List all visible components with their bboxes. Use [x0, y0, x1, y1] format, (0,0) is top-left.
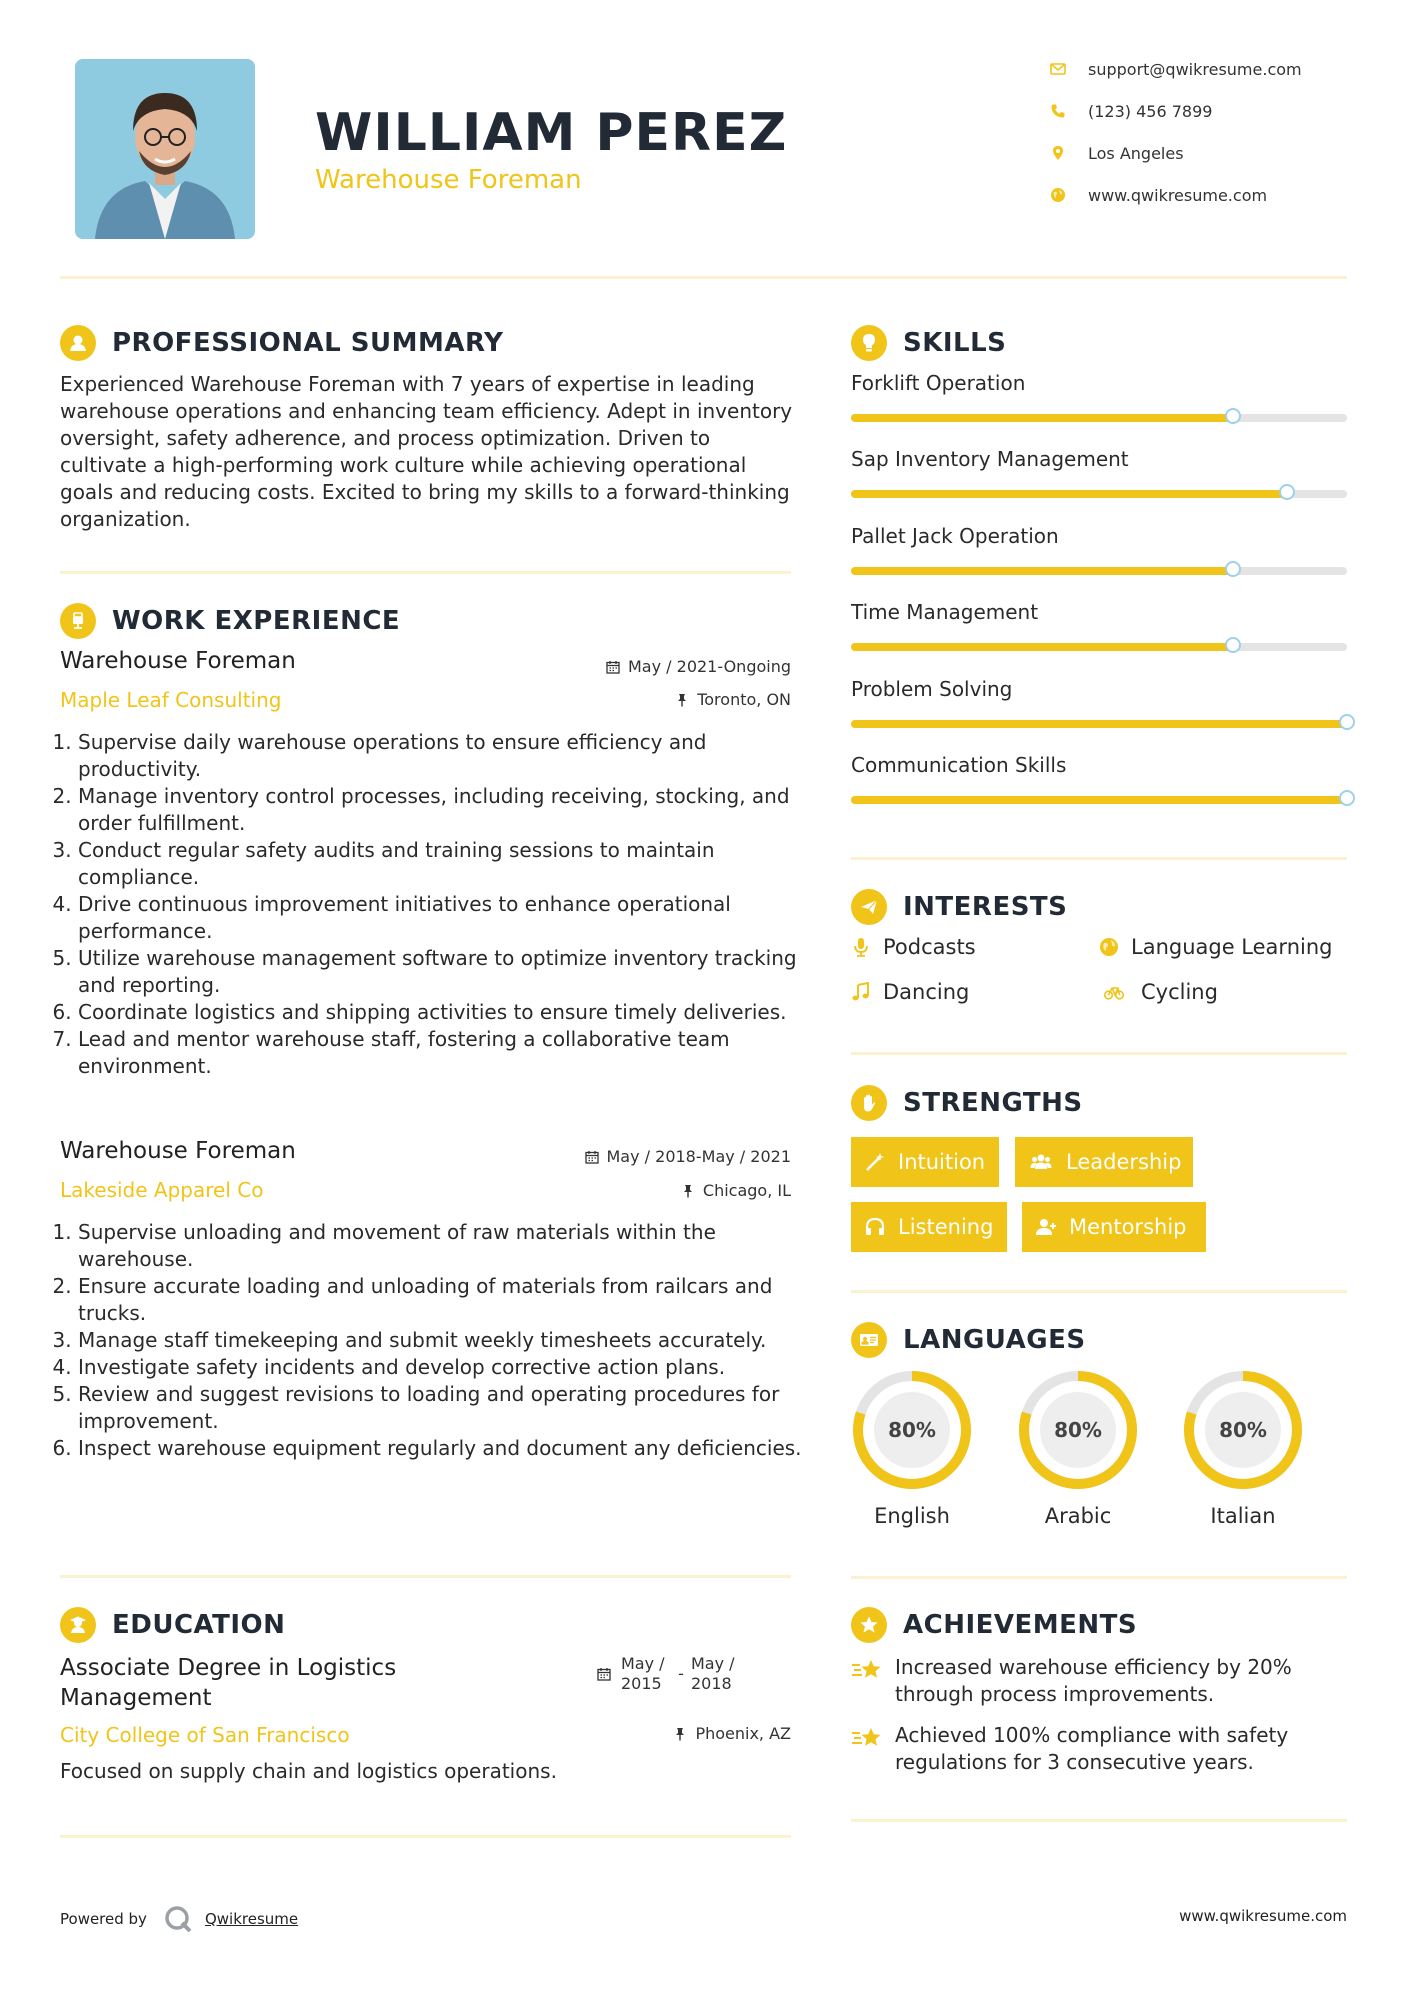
powered-by — [60, 1904, 298, 1934]
duty-item: 6. Coordinate logistics and shipping activities to ensure timely deliveries. — [78, 999, 803, 1026]
user-icon — [60, 325, 96, 361]
duty-item: 2. Ensure accurate loading and unloading of materials from railcars and trucks. — [78, 1273, 803, 1327]
contact-email[interactable] — [1050, 56, 1302, 82]
language-ring — [1017, 1369, 1139, 1491]
summary-title: PROFESSIONAL SUMMARY — [112, 328, 504, 358]
shooting-star-icon — [851, 1656, 885, 1686]
duty-item: 4. Drive continuous improvement initiatives to enhance operational performance. — [78, 891, 803, 945]
duty-item: 4. Investigate safety incidents and develop corrective action plans. — [78, 1354, 803, 1381]
languages-divider — [851, 1576, 1347, 1579]
strength-tag — [851, 1137, 999, 1187]
achievement-text: Increased warehouse efficiency by 20% through process improvements. — [895, 1655, 1292, 1706]
star-icon — [851, 1607, 887, 1643]
interests-heading — [851, 889, 1067, 925]
job-duties — [60, 729, 803, 1080]
globe-icon — [1099, 937, 1119, 957]
contact-phone-text: (123) 456 7899 — [1088, 101, 1213, 121]
language-name: Italian — [1210, 1504, 1276, 1528]
strengths-divider — [851, 1290, 1347, 1293]
strength-label: Mentorship — [1069, 1215, 1187, 1239]
skill-label: Forklift Operation — [851, 371, 1026, 395]
job-date — [585, 1147, 792, 1166]
phone-icon — [1050, 103, 1066, 119]
skills-title: SKILLS — [903, 328, 1007, 358]
bicycle-icon — [1099, 982, 1129, 1002]
achievement-item — [851, 1722, 1315, 1776]
education-heading — [60, 1607, 285, 1643]
language-percent: 80% — [888, 1418, 936, 1442]
interest-item — [851, 980, 969, 1004]
music-icon — [851, 982, 871, 1002]
skill-level-knob — [1225, 561, 1241, 577]
skill-level-knob — [1279, 484, 1295, 500]
skill-level-knob — [1339, 790, 1355, 806]
duty-item: 7. Lead and mentor warehouse staff, fostering a collaborative team environment. — [78, 1026, 803, 1080]
thumbtack-icon — [675, 693, 689, 707]
interest-label: Language Learning — [1131, 935, 1333, 959]
users-icon — [1028, 1151, 1054, 1173]
achievement-item — [851, 1654, 1315, 1708]
headphones-icon — [864, 1216, 886, 1238]
skill-bar — [851, 490, 1347, 498]
duty-item: 1. Supervise unloading and movement of raw materials within the warehouse. — [78, 1219, 803, 1273]
skills-heading — [851, 325, 1006, 361]
languages-title: LANGUAGES — [903, 1325, 1086, 1355]
interests-title: INTERESTS — [903, 892, 1068, 922]
skill-bar-fill — [851, 643, 1233, 651]
footer-url[interactable]: www.qwikresume.com — [1179, 1907, 1347, 1925]
powered-by-label: Powered by — [60, 1910, 147, 1928]
language-percent: 80% — [1219, 1418, 1267, 1442]
strengths-title: STRENGTHS — [903, 1088, 1083, 1118]
skill-bar-fill — [851, 490, 1287, 498]
job-location — [681, 1181, 791, 1200]
interest-item — [1099, 935, 1332, 959]
job-date — [606, 657, 791, 676]
skill-bar-fill — [851, 567, 1233, 575]
paper-plane-icon — [851, 889, 887, 925]
skill-label: Problem Solving — [851, 677, 1013, 701]
graduate-icon — [60, 1607, 96, 1643]
calendar-icon — [597, 1667, 611, 1681]
profile-photo — [75, 59, 255, 239]
hand-icon — [851, 1085, 887, 1121]
skill-label: Communication Skills — [851, 753, 1067, 777]
experience-divider — [60, 1575, 791, 1578]
achievements-title: ACHIEVEMENTS — [903, 1610, 1138, 1640]
interest-label: Cycling — [1141, 980, 1218, 1004]
experience-title: WORK EXPERIENCE — [112, 606, 401, 636]
summary-text: Experienced Warehouse Foreman with 7 years of expertise in leading warehouse operations and enhancing team efficiency. Adept in inventory oversight, safety adherence, and process optimization. Driven to cultivate a high-performing work culture while achieving operational goals and reducing costs. Excited to bring my skills to a forward-thinking organization. — [60, 372, 793, 531]
job-date-text: May / 2018-May / 2021 — [606, 1147, 791, 1166]
language-ring — [851, 1369, 973, 1491]
magic-wand-icon — [864, 1151, 886, 1173]
skill-bar — [851, 414, 1347, 422]
education-divider — [60, 1835, 791, 1838]
language-percent: 80% — [1054, 1418, 1102, 1442]
candidate-name: WILLIAM PEREZ — [315, 103, 788, 163]
duty-item: 5. Utilize warehouse management software to optimize inventory tracking and reporting. — [78, 945, 803, 999]
skill-bar — [851, 643, 1347, 651]
duty-item: 6. Inspect warehouse equipment regularly and document any deficiencies. — [78, 1435, 803, 1462]
shooting-star-icon — [851, 1724, 885, 1754]
education-dates — [597, 1654, 741, 1694]
duty-item: 5. Review and suggest revisions to loading and operating procedures for improvement. — [78, 1381, 803, 1435]
education-title: EDUCATION — [112, 1610, 286, 1640]
duty-item: 3. Manage staff timekeeping and submit weekly timesheets accurately. — [78, 1327, 803, 1354]
education-location — [673, 1724, 791, 1743]
skill-label: Sap Inventory Management — [851, 447, 1129, 471]
microphone-icon — [851, 937, 871, 957]
achievements-heading — [851, 1607, 1137, 1643]
skill-bar — [851, 796, 1347, 804]
interest-item — [1099, 980, 1218, 1004]
thumbtack-icon — [673, 1727, 687, 1741]
achievement-text: Achieved 100% compliance with safety regulations for 3 consecutive years. — [895, 1723, 1289, 1774]
job-company: Maple Leaf Consulting — [60, 688, 282, 712]
briefcase-icon — [60, 603, 96, 639]
contact-location — [1050, 140, 1184, 166]
qwikresume-link[interactable]: Qwikresume — [204, 1910, 299, 1928]
map-pin-icon — [1050, 145, 1066, 161]
language-ring — [1182, 1369, 1304, 1491]
contact-location-text: Los Angeles — [1088, 143, 1184, 163]
skill-label: Pallet Jack Operation — [851, 524, 1059, 548]
strength-tag — [1022, 1202, 1206, 1252]
interest-label: Podcasts — [883, 935, 976, 959]
education-date-end: May / 2018 — [691, 1654, 735, 1693]
calendar-icon — [585, 1150, 599, 1164]
language-name: English — [874, 1504, 950, 1528]
achievements-divider — [851, 1819, 1347, 1822]
date-separator: - — [678, 1664, 684, 1683]
job-location-text: Toronto, ON — [697, 690, 791, 709]
duty-item: 1. Supervise daily warehouse operations to ensure efficiency and productivity. — [78, 729, 803, 783]
job-duties — [60, 1219, 803, 1462]
strength-label: Leadership — [1066, 1150, 1182, 1174]
lightbulb-icon — [851, 325, 887, 361]
summary-divider — [60, 571, 791, 574]
skill-bar-fill — [851, 796, 1347, 804]
header-divider — [60, 276, 1347, 279]
thumbtack-icon — [681, 1184, 695, 1198]
education-school: City College of San Francisco — [60, 1723, 350, 1747]
skills-divider — [851, 857, 1347, 860]
skill-bar-fill — [851, 414, 1233, 422]
education-degree: Associate Degree in Logistics Management — [60, 1655, 397, 1711]
education-location-text: Phoenix, AZ — [695, 1724, 791, 1743]
job-location — [675, 690, 791, 709]
skill-level-knob — [1339, 714, 1355, 730]
skill-bar — [851, 567, 1347, 575]
job-company: Lakeside Apparel Co — [60, 1178, 264, 1202]
contact-website-text: www.qwikresume.com — [1088, 185, 1268, 205]
education-date-start: May / 2015 — [621, 1654, 665, 1693]
skill-bar — [851, 720, 1347, 728]
skill-level-knob — [1225, 408, 1241, 424]
strength-label: Listening — [898, 1215, 994, 1239]
interest-label: Dancing — [883, 980, 970, 1004]
strength-label: Intuition — [898, 1150, 986, 1174]
globe-icon — [1050, 187, 1066, 203]
experience-heading — [60, 603, 400, 639]
strengths-heading — [851, 1085, 1083, 1121]
contact-website[interactable] — [1050, 182, 1267, 208]
contact-email-text: support@qwikresume.com — [1088, 59, 1302, 79]
candidate-role: Warehouse Foreman — [315, 165, 582, 195]
qwikresume-logo-icon — [163, 1904, 193, 1934]
strength-tag — [1015, 1137, 1193, 1187]
calendar-icon — [606, 660, 620, 674]
job-title: Warehouse Foreman — [60, 648, 296, 674]
languages-heading — [851, 1322, 1086, 1358]
skill-label: Time Management — [851, 600, 1039, 624]
interests-divider — [851, 1052, 1347, 1055]
strength-tag — [851, 1202, 1007, 1252]
skill-bar-fill — [851, 720, 1347, 728]
skill-level-knob — [1225, 637, 1241, 653]
envelope-icon — [1050, 61, 1066, 77]
job-title: Warehouse Foreman — [60, 1138, 296, 1164]
interest-item — [851, 935, 976, 959]
duty-item: 2. Manage inventory control processes, including receiving, stocking, and order fulfillment. — [78, 783, 803, 837]
user-plus-icon — [1035, 1216, 1057, 1238]
education-description: Focused on supply chain and logistics operations. — [60, 1759, 557, 1783]
summary-heading — [60, 325, 503, 361]
contact-phone[interactable] — [1050, 98, 1212, 124]
job-location-text: Chicago, IL — [702, 1181, 791, 1200]
id-card-icon — [851, 1322, 887, 1358]
job-date-text: May / 2021-Ongoing — [628, 657, 791, 676]
duty-item: 3. Conduct regular safety audits and training sessions to maintain compliance. — [78, 837, 803, 891]
language-name: Arabic — [1044, 1504, 1112, 1528]
